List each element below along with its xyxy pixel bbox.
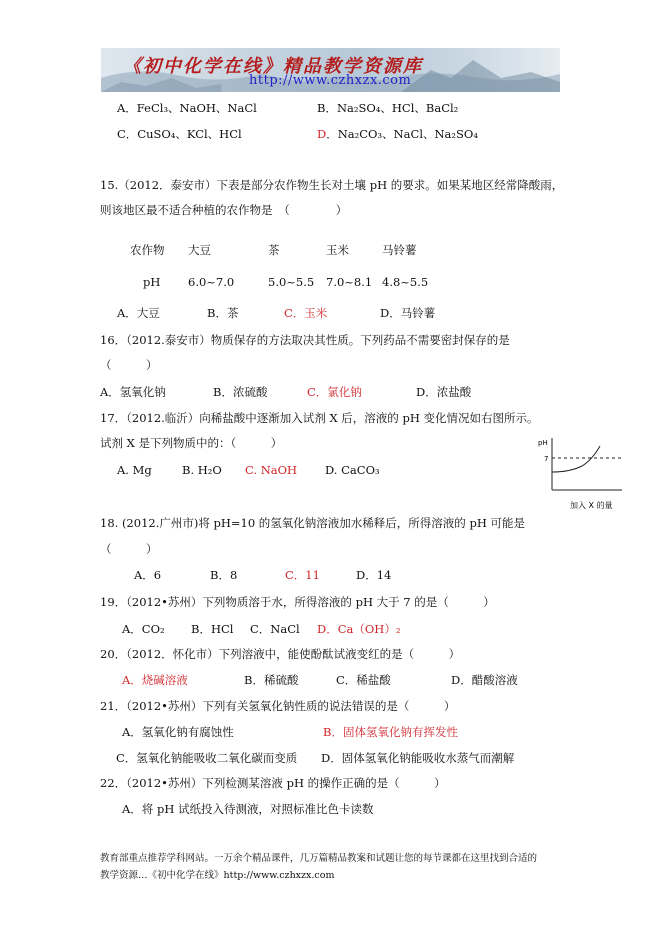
graph-ref-label: 7 xyxy=(544,455,549,463)
q17-option-c: C. NaOH xyxy=(245,463,298,477)
q17-option-a: A. Mg xyxy=(117,463,152,477)
q17-stem-line1: 17．（2012.临沂）向稀盐酸中逐渐加入试剂 X 后，溶液的 pH 变化情况如右图所示。 xyxy=(100,411,539,425)
footer-line2 xyxy=(100,867,334,884)
q14-option-c: C．CuSO₄、KCl、HCl xyxy=(117,127,242,141)
q14-option-a: A．FeCl₃、NaOH、NaCl xyxy=(117,101,257,115)
q15-option-b: B．茶 xyxy=(207,306,239,320)
q15-option-a: A．大豆 xyxy=(117,306,160,320)
table-cell: 4.8~5.5 xyxy=(382,275,429,289)
q15-option-d: D．马铃薯 xyxy=(380,306,436,320)
banner-title: 《初中化学在线》精品教学资源库 xyxy=(123,56,423,77)
table-header-cell: 农作物 xyxy=(130,243,165,257)
q16-stem-line1: 16．（2012.泰安市）物质保存的方法取决其性质。下列药品不需要密封保存的是 xyxy=(100,333,510,347)
q16-option-b: B．浓硫酸 xyxy=(213,385,268,399)
table-header-cell: 茶 xyxy=(268,243,280,257)
q19-option-c: C．NaCl xyxy=(250,622,300,636)
q21-option-a: A．氢氧化钠有腐蚀性 xyxy=(122,725,234,739)
q15-option-c: C．玉米 xyxy=(284,306,328,320)
graph-y-label: pH xyxy=(538,439,548,447)
header-banner xyxy=(101,48,560,92)
q18-stem-line1: 18. (2012.广州市)将 pH=10 的氢氧化钠溶液加水稀释后，所得溶液的 pH 可能是 xyxy=(100,516,526,530)
q21-stem: 21．（2012•苏州）下列有关氢氧化钠性质的说法错误的是（ ） xyxy=(100,699,456,713)
q15-stem-line2: 则该地区最不适合种植的农作物是 （ ） xyxy=(100,203,348,217)
table-cell: 6.0~7.0 xyxy=(188,275,235,289)
q16-option-a: A．氢氧化钠 xyxy=(100,385,166,399)
footer-line1: 教育部重点推荐学科网站。一万余个精品课件，几万篇精品教案和试题让您的每节课都在这里找到合适的 xyxy=(100,853,538,864)
q22-option-a: A．将 pH 试纸投入待测液，对照标准比色卡读数 xyxy=(122,802,374,816)
q18-option-d: D．14 xyxy=(356,568,392,582)
table-header-cell: 马铃薯 xyxy=(382,243,417,257)
table-cell: 5.0~5.5 xyxy=(268,275,315,289)
q19-option-d: D．Ca（OH）₂ xyxy=(317,622,401,636)
q20-option-a: A．烧碱溶液 xyxy=(122,673,188,687)
q21-option-c: C．氢氧化钠能吸收二氧化碳而变质 xyxy=(116,751,298,765)
table-header-cell: 大豆 xyxy=(188,243,211,257)
q19-stem: 19．（2012•苏州）下列物质溶于水，所得溶液的 pH 大于 7 的是（ ） xyxy=(100,595,495,609)
table-cell: 7.0~8.1 xyxy=(326,275,373,289)
graph-x-label: 加入 X 的量 xyxy=(570,501,613,510)
q17-option-b: B. H₂O xyxy=(182,463,222,477)
q14-option-d: D．Na₂CO₃、NaCl、Na₂SO₄ xyxy=(317,127,478,141)
q17-stem-line2: 试剂 X 是下列物质中的：（ ） xyxy=(100,436,283,450)
q18-option-b: B．8 xyxy=(210,568,238,582)
q16-option-c: C．氯化钠 xyxy=(307,385,362,399)
footer-url[interactable]: http://www.czhxzx.com xyxy=(223,870,335,881)
q20-option-b: B．稀硫酸 xyxy=(244,673,299,687)
q20-option-d: D．醋酸溶液 xyxy=(451,673,518,687)
q21-option-b: B．固体氢氧化钠有挥发性 xyxy=(323,725,458,739)
q19-option-a: A．CO₂ xyxy=(122,622,165,636)
q22-stem: 22．（2012•苏州）下列检测某溶液 pH 的操作正确的是（ ） xyxy=(100,776,446,790)
q16-option-d: D．浓盐酸 xyxy=(416,385,472,399)
table-header-cell: 玉米 xyxy=(326,243,349,257)
q18-stem-line2: （ ） xyxy=(100,542,158,556)
banner-url[interactable]: http://www.czhxzx.com xyxy=(249,73,412,88)
q20-stem: 20．（2012．怀化市）下列溶液中，能使酚酞试液变红的是（ ） xyxy=(100,647,461,661)
table-row xyxy=(130,234,428,266)
q17-ph-graph xyxy=(530,432,630,516)
graph-curve xyxy=(552,446,600,472)
q15-stem-line1: 15.（2012．泰安市）下表是部分农作物生长对土壤 pH 的要求。如果某地区经常降酸雨， xyxy=(100,178,564,192)
footer-line2-prefix: 教学资源…《初中化学在线》 xyxy=(100,870,224,881)
q14-option-b: B．Na₂SO₄、HCl、BaCl₂ xyxy=(317,101,459,115)
q20-option-c: C．稀盐酸 xyxy=(336,673,391,687)
q16-stem-line2: （ ） xyxy=(100,358,158,372)
q14-option-d-text: ．Na₂CO₃、NaCl、Na₂SO₄ xyxy=(326,127,478,141)
q18-option-c: C．11 xyxy=(285,568,320,582)
q15-ph-table xyxy=(130,234,428,298)
q18-option-a: A．6 xyxy=(134,568,162,582)
q17-option-d: D. CaCO₃ xyxy=(325,463,380,477)
q19-option-b: B．HCl xyxy=(191,622,234,636)
table-row xyxy=(130,266,428,298)
table-cell: pH xyxy=(143,275,161,289)
q21-option-d: D．固体氢氧化钠能吸收水蒸气而潮解 xyxy=(321,751,515,765)
